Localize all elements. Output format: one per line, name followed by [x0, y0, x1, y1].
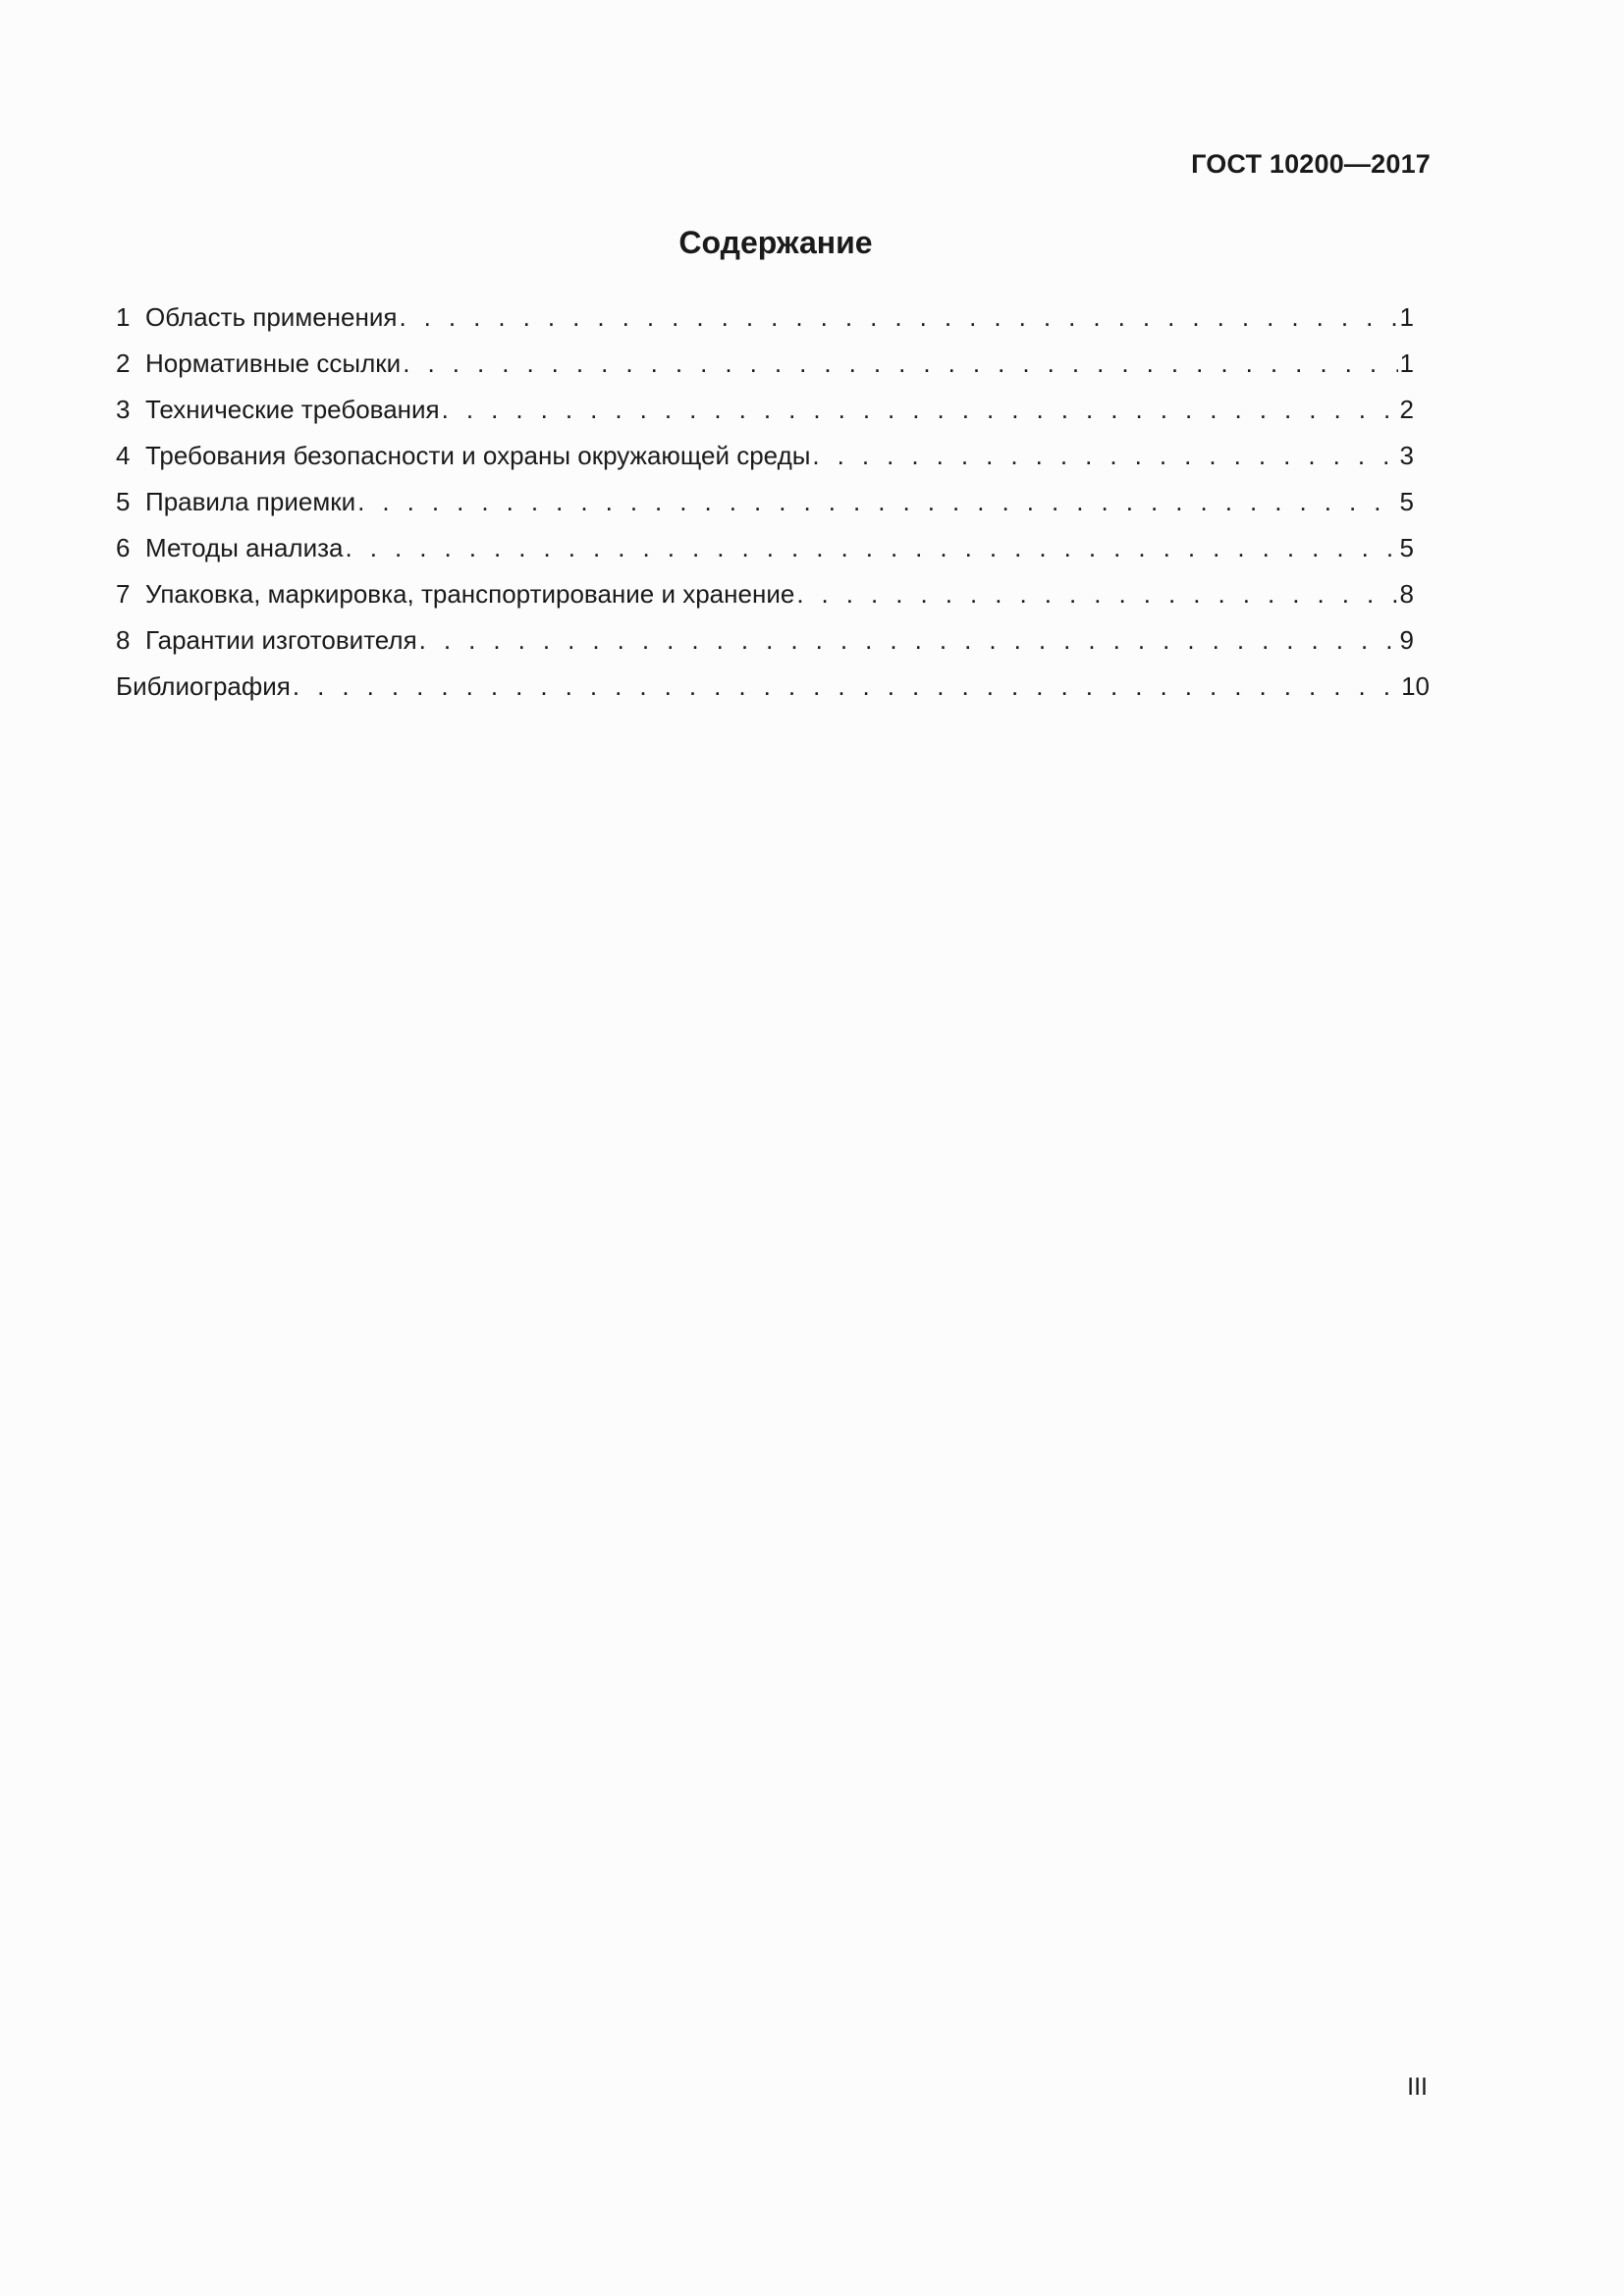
- toc-entry-page: 1: [1399, 302, 1414, 332]
- page-number: III: [1407, 2073, 1428, 2101]
- toc-entry-normative-references[interactable]: [116, 346, 1430, 392]
- toc-entry-title: Библиография: [116, 671, 291, 701]
- toc-entry-page: 1: [1399, 348, 1414, 378]
- toc-entry-page: 8: [1399, 579, 1414, 609]
- toc-entry-number: 6: [116, 533, 131, 562]
- toc-entry-page: 5: [1399, 487, 1414, 516]
- toc-entry-page: 9: [1399, 625, 1414, 655]
- toc-entry-title: Технические требования: [145, 395, 440, 424]
- document-code: ГОСТ 10200—2017: [1191, 149, 1431, 179]
- toc-entry-acceptance-rules[interactable]: [116, 484, 1430, 530]
- toc-entry-title: Нормативные ссылки: [145, 348, 402, 378]
- toc-entry-number: 5: [116, 487, 131, 516]
- toc-leader-dots: [403, 346, 1397, 381]
- toc-entry-page: 2: [1399, 395, 1414, 424]
- toc-entry-scope[interactable]: [116, 299, 1430, 346]
- toc-entry-number: 1: [116, 302, 131, 332]
- toc-leader-dots: [399, 299, 1397, 335]
- toc-entry-packaging[interactable]: [116, 576, 1430, 622]
- table-of-contents: [116, 299, 1430, 715]
- toc-entry-title: Гарантии изготовителя: [145, 625, 417, 655]
- toc-entry-manufacturer-warranty[interactable]: [116, 622, 1430, 668]
- toc-entry-title: Требования безопасности и охраны окружающей среды: [145, 441, 811, 470]
- toc-entry-page: 5: [1399, 533, 1414, 562]
- toc-entry-bibliography[interactable]: [116, 668, 1430, 715]
- toc-entry-number: 7: [116, 579, 131, 609]
- toc-entry-safety-requirements[interactable]: [116, 438, 1430, 484]
- toc-entry-number: 3: [116, 395, 131, 424]
- toc-entry-technical-requirements[interactable]: [116, 392, 1430, 438]
- toc-entry-page: 3: [1399, 441, 1414, 470]
- toc-entry-number: 4: [116, 441, 131, 470]
- toc-leader-dots: [346, 530, 1398, 565]
- toc-entry-number: 2: [116, 348, 131, 378]
- toc-leader-dots: [293, 668, 1399, 704]
- toc-leader-dots: [796, 576, 1397, 612]
- toc-leader-dots: [419, 622, 1398, 658]
- toc-title: Содержание: [678, 225, 873, 260]
- toc-leader-dots: [442, 392, 1398, 427]
- toc-entry-title: Упаковка, маркировка, транспортирование и хранение: [145, 579, 795, 609]
- toc-entry-page: 10: [1401, 671, 1430, 701]
- toc-entry-title: Методы анализа: [145, 533, 344, 562]
- toc-entry-title: Область применения: [145, 302, 398, 332]
- toc-leader-dots: [812, 438, 1397, 473]
- toc-entry-analysis-methods[interactable]: [116, 530, 1430, 576]
- toc-entry-number: 8: [116, 625, 131, 655]
- toc-entry-title: Правила приемки: [145, 487, 356, 516]
- toc-leader-dots: [357, 484, 1397, 519]
